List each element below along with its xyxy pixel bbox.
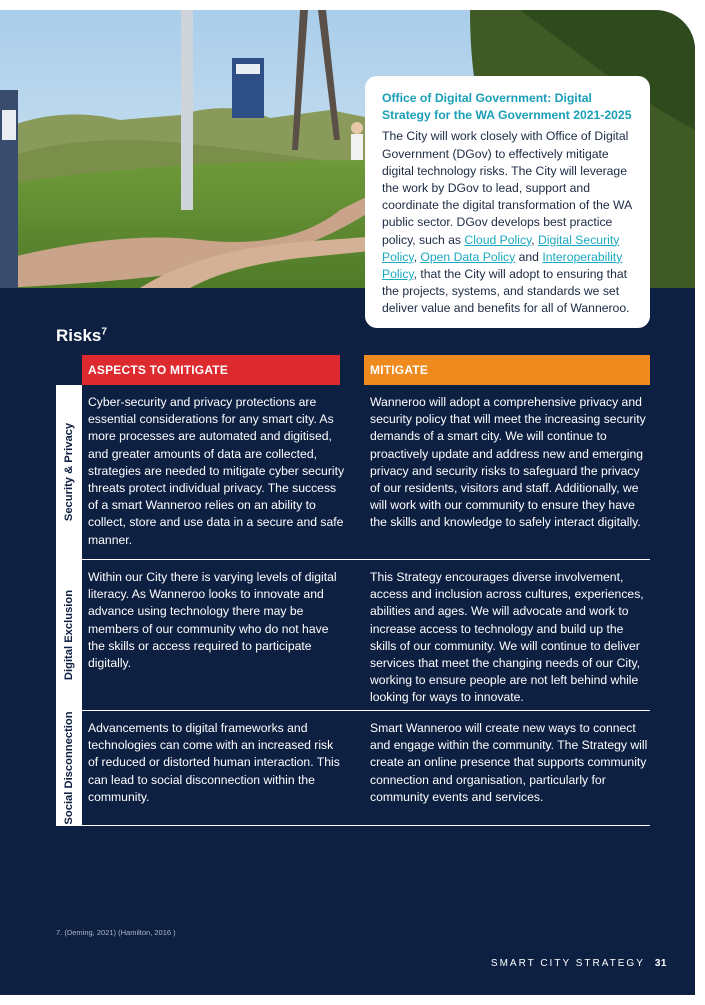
- callout-text-after: , that the City will adopt to ensuring that the projects, systems, and standards we set deliver value and benefits for all of Wanneroo.: [382, 267, 630, 316]
- cloud-policy-link[interactable]: Cloud Policy: [464, 232, 532, 247]
- open-data-policy-link[interactable]: Open Data Policy: [420, 249, 516, 264]
- row-label: Social Disconnection: [63, 711, 75, 825]
- callout-body: [382, 128, 634, 317]
- risks-table: [56, 355, 650, 826]
- risks-footnote-mark: 7: [101, 326, 107, 338]
- mitigate-cell: Smart Wanneroo will create new ways to connect and engage within the community. The Strategy will create an online presence that supports community connection and organisation, particularly for community events and services.: [370, 721, 648, 804]
- table-row: [56, 711, 650, 826]
- risks-heading: [56, 326, 107, 346]
- header-aspects-to-mitigate: ASPECTS TO MITIGATE: [82, 355, 340, 385]
- risks-title: Risks: [56, 326, 102, 345]
- callout-separator: ,: [413, 249, 421, 264]
- aspect-cell: Cyber-security and privacy protections are essential considerations for any smart city. As more processes are automated and digitised, and greater amounts of data are collected, strategies are needed to mitigate cyber security threats protect individual privacy. The success of a smart Wanneroo relies on an ability to collect, store and use data in a secure and safe manner.: [88, 395, 345, 547]
- header-mitigate: MITIGATE: [364, 355, 650, 385]
- footnote: 7. (Deming, 2021) (Hamilton, 2016 ): [56, 928, 176, 937]
- row-label-band: [56, 560, 82, 710]
- row-label: Security & Privacy: [63, 422, 75, 522]
- table-header: [56, 355, 650, 385]
- row-label: Digital Exclusion: [63, 589, 75, 681]
- page: [0, 10, 695, 995]
- table-row: [56, 560, 650, 711]
- row-label-band: [56, 385, 82, 559]
- mitigate-cell: This Strategy encourages diverse involvement, access and inclusion across cultures, experiences, abilities and ages. We will advocate and work to increase access to technology and build up the skills of our community. We will continue to deliver services that meet the changing needs of our City, working to ensure people are not left behind while looking for ways to innovate.: [370, 570, 644, 705]
- page-number: 31: [654, 958, 667, 969]
- digital-security-policy-link[interactable]: Digital Security Policy: [382, 232, 620, 264]
- row-label-band: [56, 711, 82, 825]
- callout-separator: and: [515, 249, 543, 264]
- callout-separator: ,: [531, 232, 539, 247]
- mitigate-cell: Wanneroo will adopt a comprehensive privacy and security policy that will meet the increasing security demands of a smart city. We will continue to proactively update and address new and emerging privacy and security risks to safeguard the privacy of our residents, visitors and staff. Additionally, we will work with our community to ensure they have the skills and knowledge to safely interact digitally.: [370, 395, 646, 530]
- table-row: [56, 385, 650, 560]
- callout-box: [365, 76, 650, 328]
- interoperability-policy-link[interactable]: Interoperability Policy: [382, 249, 623, 282]
- aspect-cell: Within our City there is varying levels of digital literacy. As Wanneroo looks to innovate and advance using technology there may be members of our community who do not have the skills or access required to participate digitally.: [88, 570, 337, 671]
- aspect-cell: Advancements to digital frameworks and technologies can come with an increased risk of reduced or distorted human interaction. This can lead to social disconnection within the community.: [88, 721, 340, 804]
- callout-text-before: The City will work closely with Office of Digital Government (DGov) to effectively mitigate digital technology risks. The City will leverage the work by DGov to lead, support and coordinate the digital transformation of the WA public sector. DGov develops best practice policy, such as: [382, 129, 632, 247]
- footer-title: SMART CITY STRATEGY: [490, 958, 645, 969]
- callout-title: Office of Digital Government: Digital Strategy for the WA Government 2021-2025: [382, 91, 632, 123]
- page-footer: [491, 958, 667, 969]
